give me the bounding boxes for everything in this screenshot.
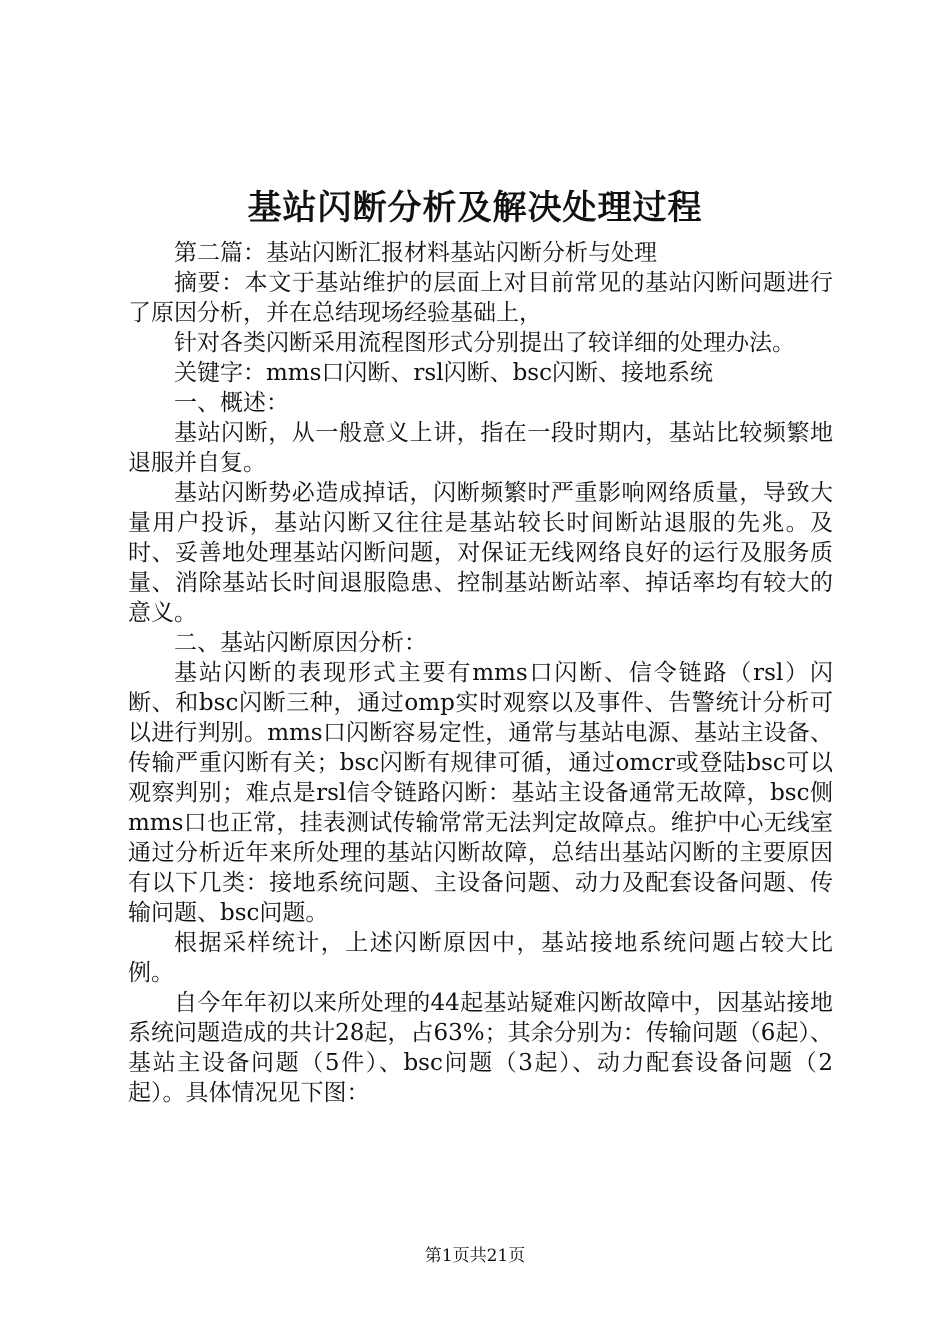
paragraph-3: 针对各类闪断采用流程图形式分别提出了较详细的处理办法。 <box>174 330 795 356</box>
paragraph-5: 一、概述： <box>174 390 289 416</box>
page-footer <box>0 1244 950 1268</box>
page-number: 第1页 <box>424 1246 470 1266</box>
document-title: 基站闪断分析及解决处理过程 <box>247 188 703 228</box>
paragraph-11: 自今年年初以来所处理的44起基站疑难闪断故障中，因基站接地系统问题造成的共计28起，占63%；其余分别为：传输问题（6起）、基站主设备问题（5件）、bsc问题（3起）、动力配套设备问题（2起）。具体情况见下图： <box>128 990 833 1106</box>
paragraph-8: 二、基站闪断原因分析： <box>174 630 427 656</box>
paragraph-7: 基站闪断势必造成掉话，闪断频繁时严重影响网络质量，导致大量用户投诉，基站闪断又往往是基站较长时间断站退服的先兆。及时、妥善地处理基站闪断问题，对保证无线网络良好的运行及服务质量、消除基站长时间退服隐患、控制基站断站率、掉话率均有较大的意义。 <box>128 480 833 626</box>
paragraph-2: 摘要：本文于基站维护的层面上对目前常见的基站闪断问题进行了原因分析，并在总结现场经验基础上， <box>128 270 833 326</box>
document-body <box>128 238 833 1108</box>
paragraph-10: 根据采样统计，上述闪断原因中，基站接地系统问题占较大比例。 <box>128 930 833 986</box>
paragraph-1: 第二篇：基站闪断汇报材料基站闪断分析与处理 <box>174 240 657 266</box>
paragraph-4: 关键字：mms口闪断、rsl闪断、bsc闪断、接地系统 <box>174 360 713 386</box>
paragraph-9: 基站闪断的表现形式主要有mms口闪断、信令链路（rsl）闪断、和bsc闪断三种，通过omp实时观察以及事件、告警统计分析可以进行判别。mms口闪断容易定性，通常与基站电源、基站主设备、传输严重闪断有关；bsc闪断有规律可循，通过omcr或登陆bsc可以观察判别；难点是rsl信令链路闪断：基站主设备通常无故障，bsc侧mms口也正常，挂表测试传输常常无法判定故障点。维护中心无线室通过分析近年来所处理的基站闪断故障，总结出基站闪断的主要原因有以下几类：接地系统问题、主设备问题、动力及配套设备问题、传输问题、bsc问题。 <box>128 660 833 926</box>
paragraph-6: 基站闪断，从一般意义上讲，指在一段时期内，基站比较频繁地退服并自复。 <box>128 420 833 476</box>
page-total: 共21页 <box>469 1246 526 1266</box>
